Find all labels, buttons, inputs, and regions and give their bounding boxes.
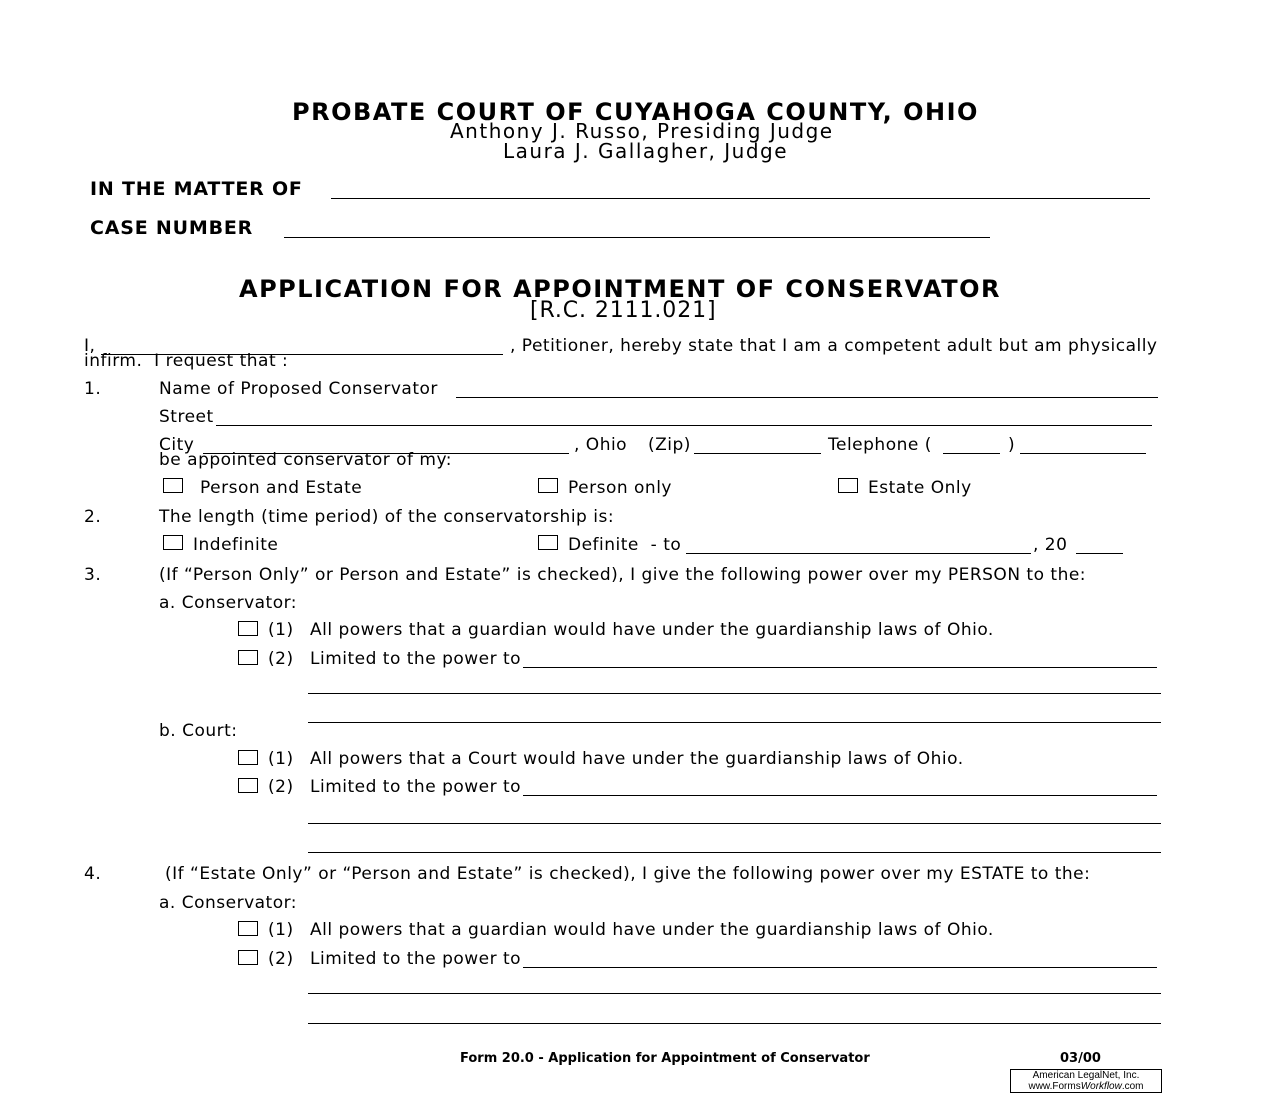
city-label: City <box>159 435 195 455</box>
limited-power-line[interactable] <box>308 722 1161 723</box>
checkbox-estate-only[interactable] <box>838 478 858 493</box>
checkbox-indefinite[interactable] <box>163 535 183 550</box>
section-1-number: 1. <box>84 379 102 399</box>
statute-reference: [R.C. 2111.021] <box>530 298 717 323</box>
choice-number: (1) <box>268 749 294 769</box>
presiding-judge: Anthony J. Russo, Presiding Judge <box>450 119 834 143</box>
publisher-name: American LegalNet, Inc. <box>1032 1070 1140 1081</box>
state-label: , Ohio <box>574 435 628 455</box>
form-revision: 03/00 <box>1060 1051 1101 1066</box>
year-blank[interactable] <box>1076 537 1123 554</box>
area-code-blank[interactable] <box>943 437 1000 454</box>
limited-power-line[interactable] <box>308 693 1161 694</box>
publisher-website <box>1011 1082 1161 1093</box>
person-conservator-label: a. Conservator: <box>159 593 298 613</box>
checkbox-person-conservator-all-powers[interactable] <box>238 621 258 636</box>
website-prefix: www.Forms <box>1028 1080 1081 1092</box>
website-emphasis: Workflow <box>1080 1080 1122 1092</box>
option-person-only: Person only <box>568 478 672 498</box>
limited-power-line[interactable] <box>308 1023 1161 1024</box>
checkbox-person-and-estate[interactable] <box>163 478 183 493</box>
choice-text: Limited to the power to <box>310 777 522 797</box>
website-suffix: .com <box>1121 1080 1144 1092</box>
limited-power-line[interactable] <box>308 823 1161 824</box>
option-definite: Definite - to <box>568 535 682 555</box>
estate-power-condition: (If “Estate Only” or “Person and Estate” is checked), I give the following power over my ESTATE to the: <box>165 864 1091 884</box>
limited-power-blank[interactable] <box>523 779 1157 796</box>
telephone-close: ) <box>1008 435 1016 455</box>
intro-statement: , Petitioner, hereby state that I am a competent adult but am physically <box>510 336 1158 356</box>
choice-number: (2) <box>268 649 294 669</box>
limited-power-blank[interactable] <box>523 951 1157 968</box>
form-footer-title: Form 20.0 - Application for Appointment of Conservator <box>460 1051 870 1066</box>
choice-number: (1) <box>268 920 294 940</box>
choice-text: Limited to the power to <box>310 949 522 969</box>
choice-text: All powers that a guardian would have under the guardianship laws of Ohio. <box>310 920 994 940</box>
choice-number: (2) <box>268 777 294 797</box>
intro-continuation: infirm. I request that : <box>84 351 289 371</box>
year-prefix: , 20 <box>1033 535 1068 555</box>
end-date-blank[interactable] <box>686 537 1031 554</box>
telephone-blank[interactable] <box>1020 437 1146 454</box>
estate-conservator-label: a. Conservator: <box>159 893 298 913</box>
choice-number: (2) <box>268 949 294 969</box>
checkbox-estate-conservator-limited[interactable] <box>238 950 258 965</box>
street-label: Street <box>159 407 214 427</box>
section-3-number: 3. <box>84 565 102 585</box>
publisher-box <box>1010 1069 1162 1093</box>
choice-text: Limited to the power to <box>310 649 522 669</box>
checkbox-definite[interactable] <box>538 535 558 550</box>
limited-power-line[interactable] <box>308 852 1161 853</box>
form-heading: APPLICATION FOR APPOINTMENT OF CONSERVATOR <box>239 275 1002 303</box>
option-person-and-estate: Person and Estate <box>200 478 363 498</box>
conservator-name-label: Name of Proposed Conservator <box>159 379 438 399</box>
judge: Laura J. Gallagher, Judge <box>503 139 789 163</box>
choice-number: (1) <box>268 620 294 640</box>
zip-label: (Zip) <box>648 435 691 455</box>
street-blank[interactable] <box>216 409 1152 426</box>
intro-prefix: I, <box>84 336 96 356</box>
section-2-number: 2. <box>84 507 102 527</box>
limited-power-line[interactable] <box>308 993 1161 994</box>
person-court-label: b. Court: <box>159 721 238 741</box>
person-power-condition: (If “Person Only” or Person and Estate” is checked), I give the following power over my PERSON to the: <box>159 565 1087 585</box>
duration-question: The length (time period) of the conservatorship is: <box>159 507 615 527</box>
matter-label: IN THE MATTER OF <box>90 178 303 200</box>
matter-blank[interactable] <box>331 180 1150 199</box>
limited-power-blank[interactable] <box>523 651 1157 668</box>
option-indefinite: Indefinite <box>193 535 279 555</box>
checkbox-person-court-all-powers[interactable] <box>238 750 258 765</box>
court-name: PROBATE COURT OF CUYAHOGA COUNTY, OHIO <box>292 98 979 126</box>
choice-text: All powers that a Court would have under the guardianship laws of Ohio. <box>310 749 964 769</box>
telephone-label: Telephone ( <box>828 435 932 455</box>
option-estate-only: Estate Only <box>868 478 972 498</box>
appoint-text: be appointed conservator of my: <box>159 450 453 470</box>
choice-text: All powers that a guardian would have under the guardianship laws of Ohio. <box>310 620 994 640</box>
zip-blank[interactable] <box>694 437 821 454</box>
checkbox-person-only[interactable] <box>538 478 558 493</box>
conservator-name-blank[interactable] <box>456 381 1158 398</box>
checkbox-estate-conservator-all-powers[interactable] <box>238 921 258 936</box>
case-number-label: CASE NUMBER <box>90 217 254 239</box>
section-4-number: 4. <box>84 864 102 884</box>
checkbox-person-court-limited[interactable] <box>238 778 258 793</box>
case-number-blank[interactable] <box>284 219 990 238</box>
checkbox-person-conservator-limited[interactable] <box>238 650 258 665</box>
